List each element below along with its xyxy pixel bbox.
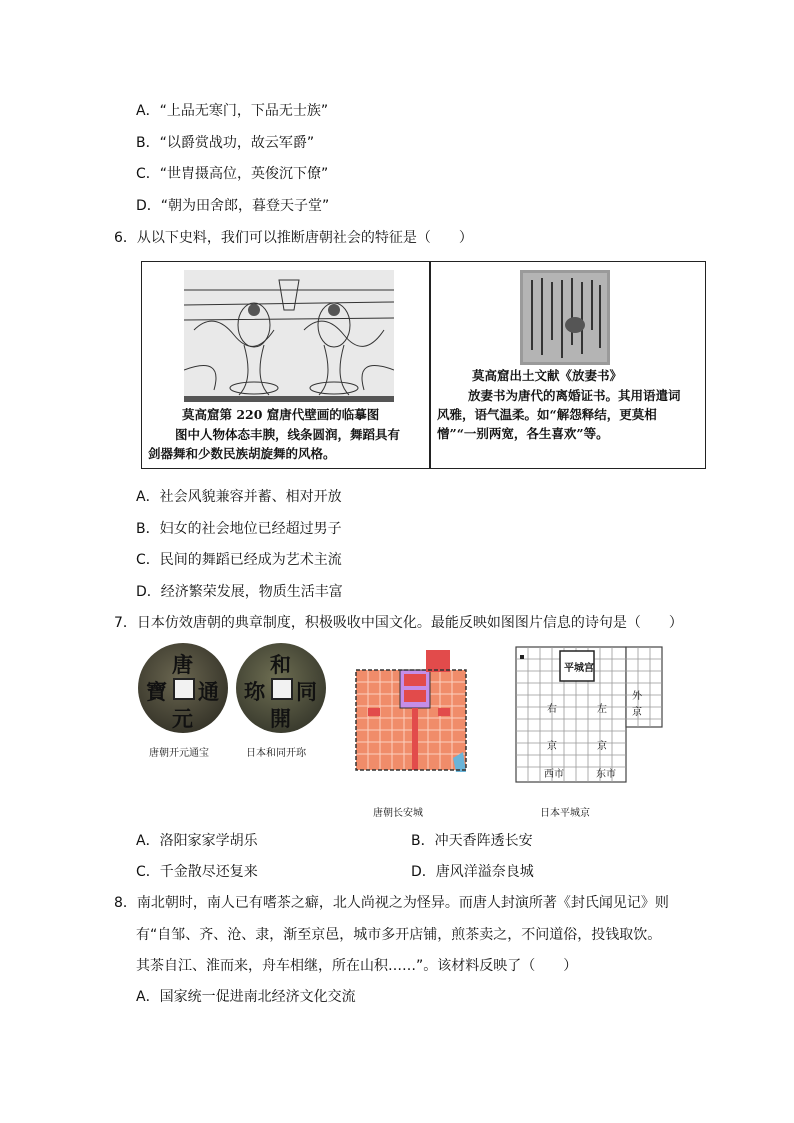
changan-map-label: 唐朝长安城: [373, 808, 423, 819]
q8-stem-line2: 有“自邹、齐、沧、隶，渐至京邑，城市多开店铺，煎茶卖之，不问道俗，投钱取饮。: [136, 927, 662, 943]
q5-option-c: C．“世胄摄高位，英俊沉下僚”: [136, 166, 329, 182]
q5-option-b: B．“以爵赏战功，故云军爵”: [136, 135, 315, 151]
coin2-label: 日本和同开珎: [246, 748, 306, 759]
q8-stem-line3: 其茶自江、淮而来，舟车相继，所在山积……”。该材料反映了（ ）: [136, 958, 578, 974]
heijokyo-map-image: [514, 645, 664, 785]
divorce-document-image: [520, 270, 610, 365]
document-caption-line1: 放妻书为唐代的离婚证书。其用语遣词: [468, 388, 681, 403]
map-cell-left: 左: [597, 704, 607, 715]
mural-sketch-image: [184, 270, 394, 402]
q7-stem: 7．日本仿效唐朝的典章制度，积极吸收中国文化。最能反映如图图片信息的诗句是（ ）: [114, 615, 683, 631]
mural-caption-line2: 剑器舞和少数民族胡旋舞的风格。: [148, 446, 336, 461]
heijokyo-map-label: 日本平城京: [540, 808, 590, 819]
q6-option-b: B．妇女的社会地位已经超过男子: [136, 521, 342, 537]
q8-option-a: A．国家统一促进南北经济文化交流: [136, 989, 356, 1005]
document-caption-line2: 风雅，语气温柔。如“解怨释结，更莫相: [437, 407, 657, 422]
q5-option-d: D．“朝为田舍郎，暮登天子堂”: [136, 198, 330, 214]
map-cell-outer-capital: 京: [632, 707, 642, 718]
wado-coin-image: 和 同 開 珎: [236, 643, 326, 733]
map-cell-east-market: 东市: [596, 769, 616, 780]
heijo-palace-label: 平城宫: [564, 663, 594, 674]
q6-option-d: D．经济繁荣发展，物质生活丰富: [136, 584, 343, 600]
map-cell-outer: 外: [632, 691, 642, 702]
q6-material-table: [141, 261, 706, 469]
q7-option-d: D．唐风洋溢奈良城: [411, 864, 534, 880]
table-divider: [429, 262, 431, 468]
mural-caption-line1: 图中人物体态丰腴，线条圆润，舞蹈具有: [175, 427, 401, 442]
q5-option-a: A．“上品无寒门，下品无士族”: [136, 103, 329, 119]
mural-caption-title: 莫高窟第 220 窟唐代壁画的临摹图: [182, 407, 380, 422]
changan-map-image: [338, 640, 473, 780]
q7-option-a: A．洛阳家家学胡乐: [136, 833, 258, 849]
map-cell-right: 右: [547, 704, 557, 715]
q6-stem: 6．从以下史料，我们可以推断唐朝社会的特征是（ ）: [114, 230, 473, 246]
q7-option-c: C．千金散尽还复来: [136, 864, 258, 880]
map-cell-west-market: 西市: [544, 769, 564, 780]
document-caption-title: 莫高窟出土文献《放妻书》: [472, 368, 623, 383]
q7-option-b: B．冲天香阵透长安: [411, 833, 533, 849]
coin1-label: 唐朝开元通宝: [149, 748, 209, 759]
q6-option-c: C．民间的舞蹈已经成为艺术主流: [136, 552, 342, 568]
map-cell-capital-e: 京: [597, 741, 607, 752]
document-caption-line3: 憎”“一别两宽，各生喜欢”等。: [437, 426, 609, 441]
q8-stem-line1: 8．南北朝时，南人已有嗜茶之癖，北人尚视之为怪异。而唐人封演所著《封氏闻见记》则: [114, 895, 669, 911]
kaiyuan-coin-image: 唐 通 元 寶: [138, 643, 228, 733]
map-cell-capital-w: 京: [547, 741, 557, 752]
q6-option-a: A．社会风貌兼容并蓄、相对开放: [136, 489, 342, 505]
